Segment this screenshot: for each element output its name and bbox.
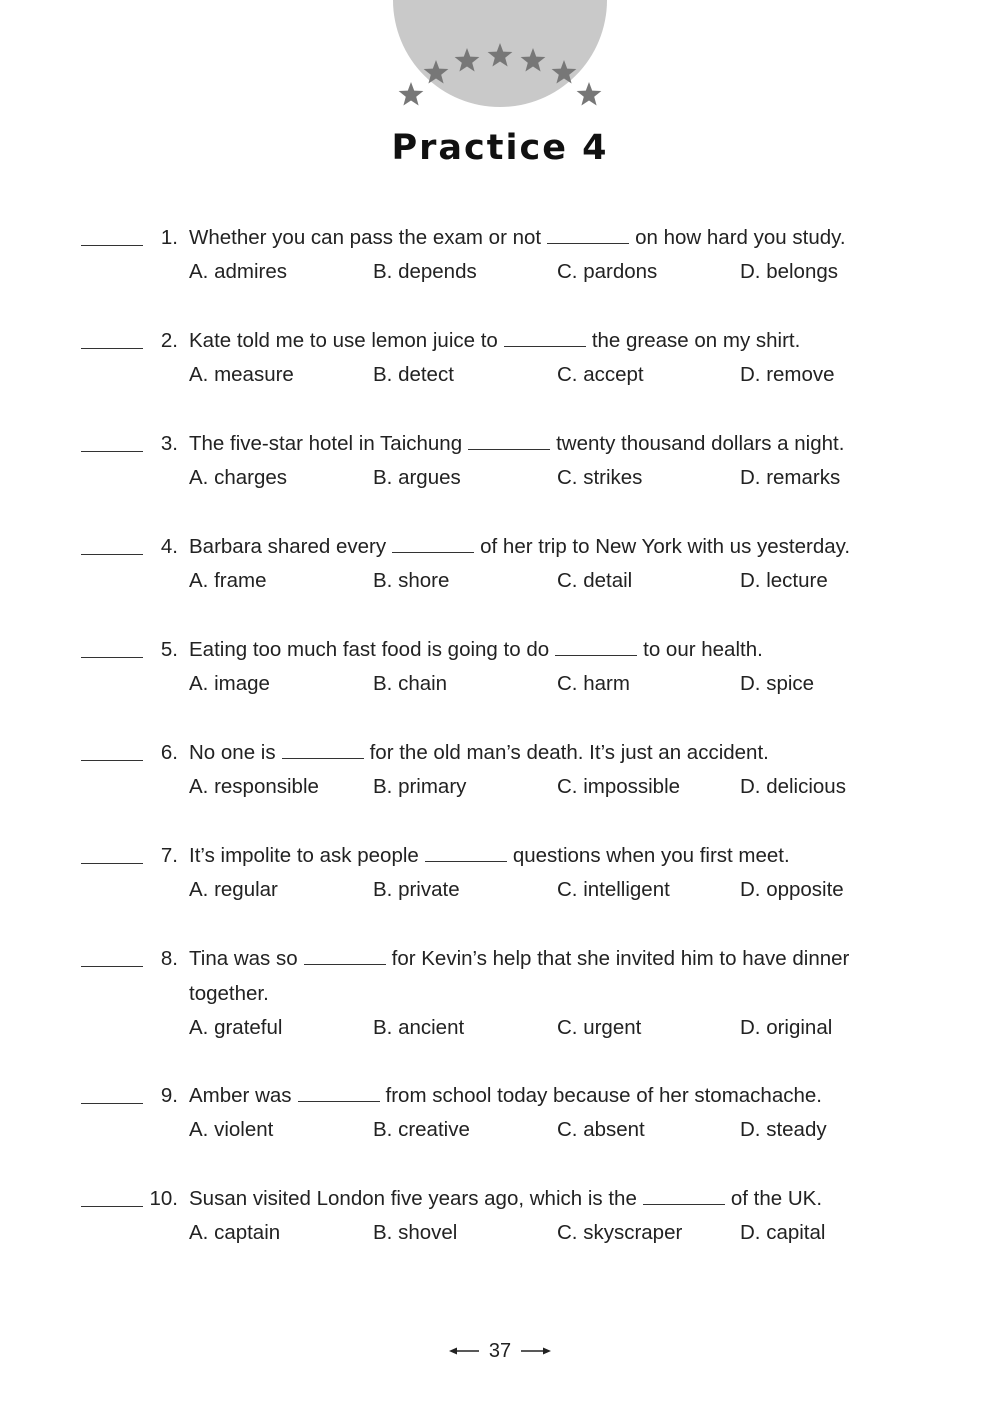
question-number: 6.	[160, 741, 178, 764]
question-stem	[189, 637, 763, 663]
option-d: D. original	[740, 1016, 833, 1039]
stem-text-after: of her trip to New York with us yesterday.	[480, 535, 851, 558]
page-number: 37	[488, 1339, 512, 1362]
option-b: B. depends	[373, 260, 477, 283]
page-footer	[0, 1338, 1000, 1364]
option-c: C. harm	[557, 672, 630, 695]
stem-text-before: Whether you can pass the exam or not	[189, 226, 542, 249]
option-a: A. measure	[189, 363, 294, 386]
option-d: D. lecture	[740, 569, 828, 592]
question-stem	[189, 225, 846, 251]
option-d: D. belongs	[740, 260, 839, 283]
fill-in-blank	[304, 946, 386, 965]
option-d: D. delicious	[740, 775, 846, 798]
option-b: B. creative	[373, 1118, 470, 1141]
question-number: 10.	[149, 1187, 178, 1210]
question-stem	[189, 1186, 822, 1212]
option-c: C. intelligent	[557, 878, 670, 901]
option-b: B. private	[373, 878, 460, 901]
stem-text-before: It’s impolite to ask people	[189, 844, 419, 867]
stem-text-before: Eating too much fast food is going to do	[189, 638, 550, 661]
question-stem	[189, 843, 790, 869]
stem-text-before: Tina was so	[189, 947, 298, 970]
stem-text-before: No one is	[189, 741, 276, 764]
option-b: B. chain	[373, 672, 448, 695]
stem-text-before: Amber was	[189, 1084, 292, 1107]
option-c: C. skyscraper	[557, 1221, 683, 1244]
fill-in-blank	[392, 534, 474, 553]
question-stem	[189, 431, 844, 457]
option-c: C. impossible	[557, 775, 681, 798]
option-b: B. detect	[373, 363, 454, 386]
fill-in-blank	[504, 328, 586, 347]
question-number: 7.	[160, 844, 178, 867]
question-number: 3.	[160, 432, 178, 455]
question-number: 9.	[160, 1084, 178, 1107]
option-a: A. captain	[189, 1221, 281, 1244]
option-d: D. spice	[740, 672, 815, 695]
question-stem	[189, 1083, 822, 1109]
page-title: Practice 4	[391, 128, 609, 168]
option-c: C. absent	[557, 1118, 645, 1141]
option-b: B. ancient	[373, 1016, 465, 1039]
option-c: C. urgent	[557, 1016, 642, 1039]
option-c: C. pardons	[557, 260, 658, 283]
question-number: 8.	[160, 947, 178, 970]
fill-in-blank	[298, 1083, 380, 1102]
stem-text-after: on how hard you study.	[635, 226, 846, 249]
fill-in-blank	[547, 225, 629, 244]
option-a: A. image	[189, 672, 270, 695]
option-b: B. shore	[373, 569, 450, 592]
question-stem	[189, 534, 850, 560]
fill-in-blank	[282, 740, 364, 759]
option-c: C. accept	[557, 363, 644, 386]
option-b: B. argues	[373, 466, 461, 489]
option-a: A. grateful	[189, 1016, 283, 1039]
option-d: D. capital	[740, 1221, 826, 1244]
question-stem	[189, 740, 769, 766]
stem-text-after: for Kevin’s help that she invited him to have dinner	[391, 947, 850, 970]
option-d: D. remove	[740, 363, 835, 386]
option-c: C. strikes	[557, 466, 643, 489]
stem-continuation: together.	[189, 982, 269, 1005]
left-arrow-icon	[449, 1345, 479, 1357]
stem-text-after: the grease on my shirt.	[591, 329, 801, 352]
question-number: 5.	[160, 638, 178, 661]
option-a: A. charges	[189, 466, 287, 489]
fill-in-blank	[555, 637, 637, 656]
stem-text-before: Susan visited London five years ago, which is the	[189, 1187, 637, 1210]
stem-text-before: Kate told me to use lemon juice to	[189, 329, 498, 352]
option-d: D. steady	[740, 1118, 827, 1141]
question-stem	[189, 328, 800, 354]
option-b: B. primary	[373, 775, 467, 798]
option-a: A. responsible	[189, 775, 319, 798]
option-d: D. opposite	[740, 878, 844, 901]
fill-in-blank	[425, 843, 507, 862]
option-b: B. shovel	[373, 1221, 458, 1244]
option-c: C. detail	[557, 569, 633, 592]
question-stem	[189, 946, 849, 972]
option-d: D. remarks	[740, 466, 841, 489]
question-number: 2.	[160, 329, 178, 352]
stem-text-after: questions when you first meet.	[512, 844, 790, 867]
stem-text-after: for the old man’s death. It’s just an accident.	[369, 741, 769, 764]
star-badge-icon	[0, 0, 1000, 120]
fill-in-blank	[468, 431, 550, 450]
right-arrow-icon	[521, 1345, 551, 1357]
star-icon	[399, 82, 424, 106]
stem-text-after: of the UK.	[730, 1187, 823, 1210]
question-number: 1.	[160, 226, 178, 249]
question-number: 4.	[160, 535, 178, 558]
fill-in-blank	[643, 1186, 725, 1205]
option-a: A. regular	[189, 878, 278, 901]
stem-text-after: from school today because of her stomachache.	[385, 1084, 822, 1107]
stem-text-after: to our health.	[643, 638, 763, 661]
stem-text-before: The five-star hotel in Taichung	[189, 432, 463, 455]
option-a: A. violent	[189, 1118, 274, 1141]
stem-text-after: twenty thousand dollars a night.	[556, 432, 845, 455]
star-icon	[577, 82, 602, 106]
stem-text-before: Barbara shared every	[189, 535, 387, 558]
option-a: A. admires	[189, 260, 287, 283]
option-a: A. frame	[189, 569, 267, 592]
